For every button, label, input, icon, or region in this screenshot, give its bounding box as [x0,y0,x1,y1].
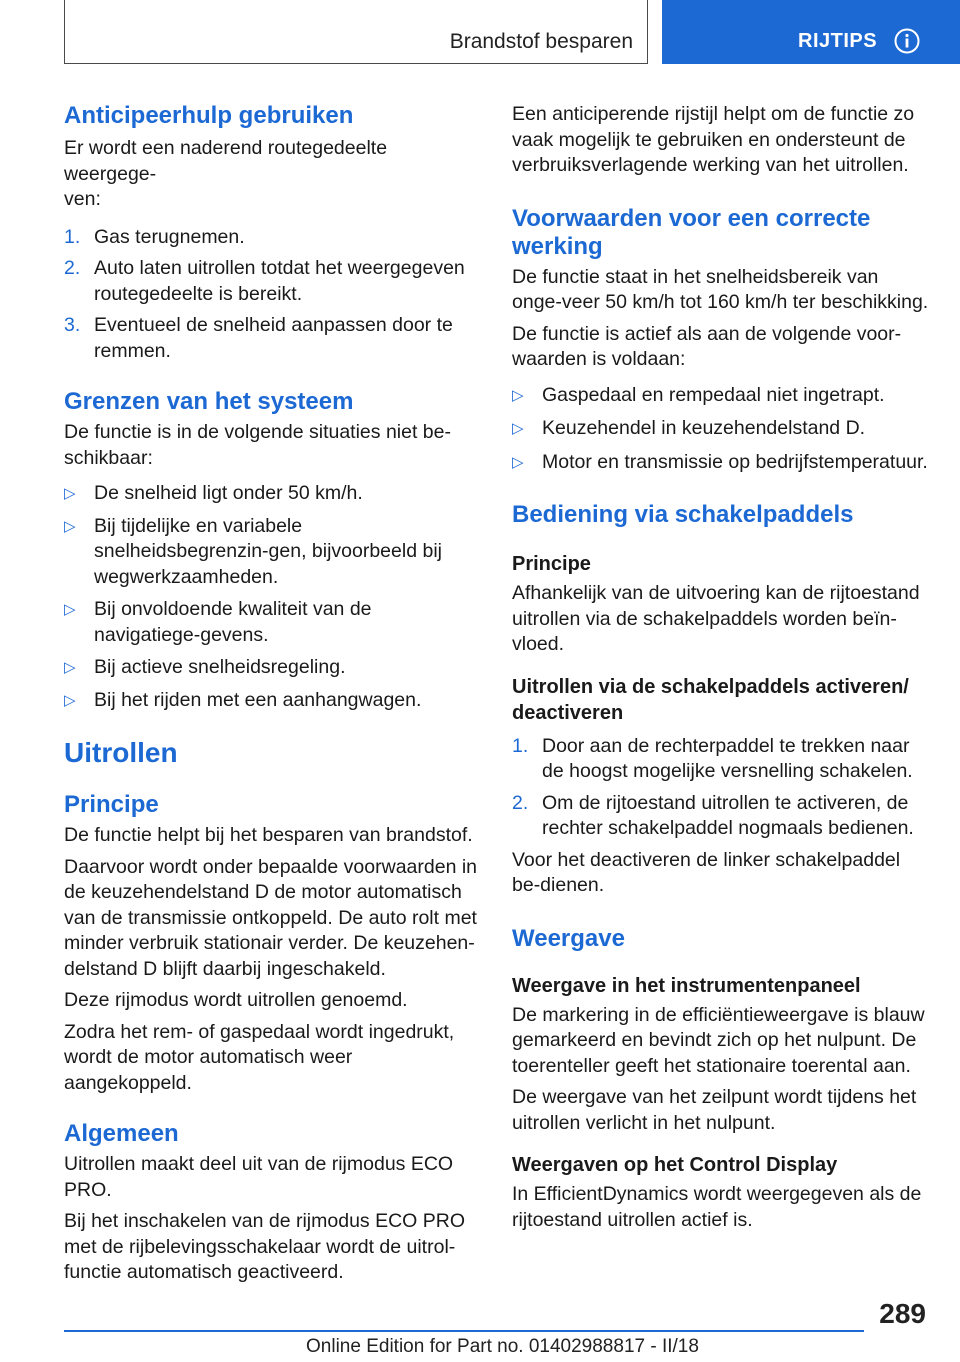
footer-divider [64,1330,864,1332]
header-chapter-label: RIJTIPS [798,30,878,52]
voorwaarden-p2: De functie is actief als aan de volgende voor-waarden is voldaan: [512,322,902,370]
uitrollen-p4: Zodra het rem- of gaspedaal wordt ingedrukt, wordt de motor automatisch weer aangekoppeld. [64,1020,455,1094]
grenzen-intro: De functie is in de volgende situaties niet be- schikbaar: [64,421,451,469]
list-item: 3. Eventueel de snelheid aanpassen door te remmen. [64,314,453,362]
uitrollen-p2: Daarvoor wordt onder bepaalde voorwaarden in de keuzehendelstand D de motor automatisch van de transmissie ontkoppeld. De auto rolt met minder verbruik stationair verder. De keuzehen-delstand D blijft daarbij ingeschakeld. [64,855,478,980]
triangle-bullet-icon: ▷ [512,386,524,404]
bediening-p2: Voor het deactiveren de linker schakelpaddel be-dienen. [512,848,901,896]
voorwaarden-p1: De functie staat in het snelheidsbereik van onge-veer 50 km/h tot 160 km/h ter beschikking. [512,265,929,313]
heading-instrumentenpaneel: Weergave in het instrumentenpaneel [512,974,861,997]
list-item: ▷ Motor en transmissie op bedrijfstemperatuur. [512,450,932,476]
list-item: ▷ Bij actieve snelheidsregeling. [64,655,482,681]
triangle-bullet-icon: ▷ [64,601,76,618]
list-item: ▷ Bij tijdelijke en variabele snelheidsbegrenzin-gen, bijvoorbeeld bij wegwerkzaamheden. [64,514,442,588]
heading-control-display: Weergaven op het Control Display [512,1154,838,1176]
heading-weergave: Weergave [512,924,625,952]
bediening-p1: Afhankelijk van de uitvoering kan de rijtoestand uitrollen via de schakelpaddels worden beïn-vloed. [512,582,920,655]
left-column [64,102,482,1286]
anticiperend-p1: Een anticiperende rijstijl helpt om de functie zo vaak mogelijk te gebruiken en ondersteunt de verbruiksverlagende werking van het uitrollen. [512,103,915,176]
heading-grenzen: Grenzen van het systeem [64,388,354,415]
page-number: 289 [879,1298,926,1329]
header-section-title: Brandstof besparen [449,30,633,53]
list-item: ▷ Bij onvoldoende kwaliteit van de navigatiege-gevens. [64,598,372,646]
list-item: ▷ Keuzehendel in keuzehendelstand D. [512,416,932,442]
heading-bediening: Bediening via schakelpaddels [512,501,854,528]
footer-edition: Online Edition for Part no. 01402988817 - II/18 [306,1336,699,1357]
list-item: 2. Auto laten uitrollen totdat het weergegeven routegedeelte is bereikt. [64,257,465,305]
header-section-box [64,0,648,64]
activeren-steps [512,734,932,842]
right-column [512,102,932,1233]
algemeen-p1: Uitrollen maakt deel uit van de rijmodus ECO PRO. [64,1153,454,1201]
heading-algemeen: Algemeen [64,1120,179,1147]
weergave-p3: In EfficientDynamics wordt weergegeven als de rijtoestand uitrollen actief is. [512,1183,922,1231]
info-icon[interactable] [894,28,920,54]
list-item: 1. Door aan de rechterpaddel te trekken naar de hoogst mogelijke versnelling schakelen. [512,734,913,782]
uitrollen-p3: Deze rijmodus wordt uitrollen genoemd. [64,989,408,1011]
triangle-bullet-icon: ▷ [512,420,524,437]
algemeen-p2: Bij het inschakelen van de rijmodus ECO PRO met de rijbelevingsschakelaar wordt de uitrol-functie automatisch geactiveerd. [64,1210,466,1283]
anticipeer-intro: Er wordt een naderend routegedeelte weergege- ven: [64,137,388,210]
triangle-bullet-icon: ▷ [64,691,76,709]
list-item: ▷ Bij het rijden met een aanhangwagen. [64,688,482,714]
heading-bediening-principe: Principe [512,553,591,575]
weergave-p1: De markering in de efficiëntieweergave is blauw gemarkeerd en bevindt zich op het nulpunt. De toerenteller geeft het stationaire toerental aan. [512,1003,925,1077]
heading-uitrollen: Uitrollen [64,737,178,768]
list-item: 1. Gas terugnemen. [64,225,245,248]
triangle-bullet-icon: ▷ [64,659,76,676]
triangle-bullet-icon: ▷ [64,485,76,502]
triangle-bullet-icon: ▷ [512,453,524,471]
grenzen-list [64,481,482,713]
list-item: ▷ Gaspedaal en rempedaal niet ingetrapt. [512,383,932,409]
anticipeer-steps [64,225,482,365]
heading-activeren: Uitrollen via de schakelpaddels activeren/ deactiveren [512,675,909,724]
voorwaarden-list [512,383,932,476]
weergave-p2: De weergave van het zeilpunt wordt tijdens het uitrollen verlicht in het nulpunt. [512,1086,917,1134]
heading-principe: Principe [64,791,159,818]
heading-anticipeerhulp: Anticipeerhulp gebruiken [64,102,354,129]
triangle-bullet-icon: ▷ [64,517,76,535]
heading-voorwaarden: Voorwaarden voor een correcte werking [512,204,871,260]
header-chapter-box[interactable] [662,0,960,64]
list-item: 2. Om de rijtoestand uitrollen te activeren, de rechter schakelpaddel nogmaals bedienen. [512,791,914,839]
uitrollen-p1: De functie helpt bij het besparen van brandstof. [64,824,473,846]
list-item: ▷ De snelheid ligt onder 50 km/h. [64,481,482,507]
